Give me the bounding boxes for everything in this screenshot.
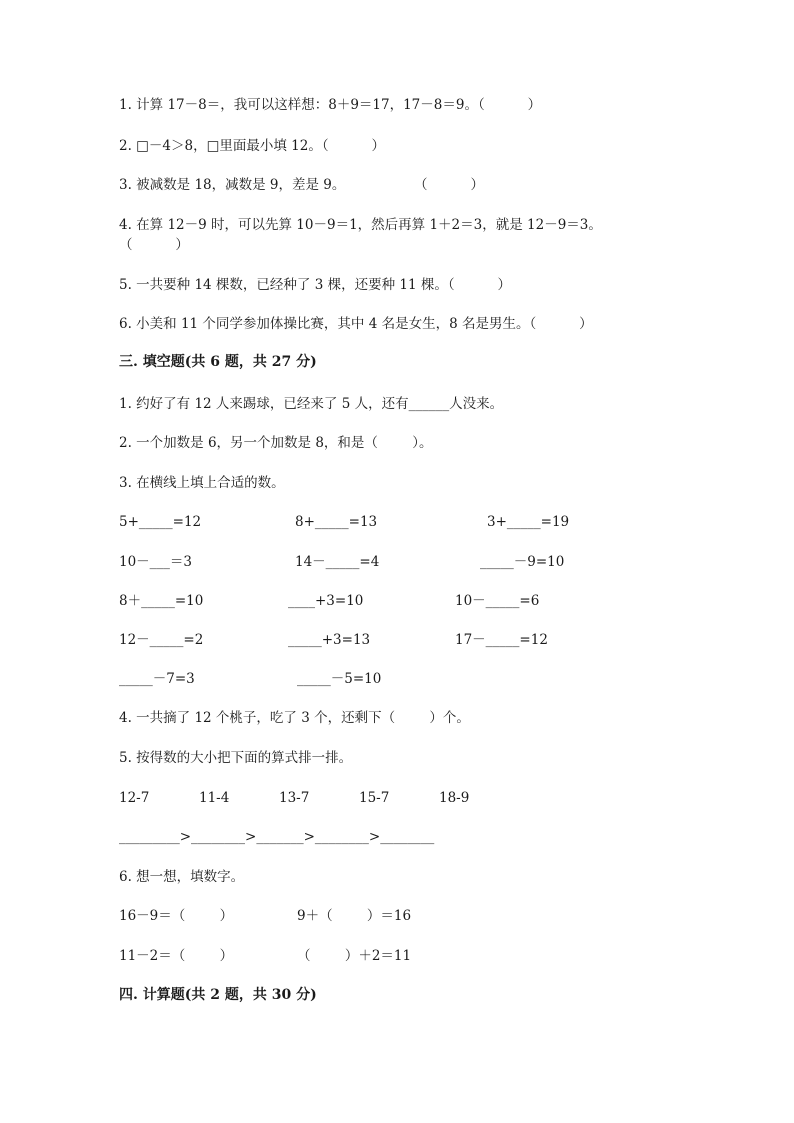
judgement-question-3: 3. 被减数是 18，减数是 9，差是 9。 （ ） [119,177,484,193]
grid-cell: 3+_____=19 [487,514,570,530]
section-4-heading: 四. 计算题(共 2 题，共 30 分) [119,987,317,1003]
grid-cell: ____+3=10 [288,593,364,609]
expression: 15-7 [359,790,390,806]
ordering-blanks: _________>________>_______>________>________ [119,829,435,845]
grid-cell: 17－_____=12 [455,632,548,648]
fill-question-4: 4. 一共摘了 12 个桃子，吃了 3 个，还剩下（ ）个。 [119,710,470,726]
fill-question-6: 6. 想一想，填数字。 [119,869,245,885]
fill-question-2: 2. 一个加数是 6，另一个加数是 8，和是（ ）。 [119,435,433,451]
grid-cell: _____－7=3 [119,671,195,687]
fill-cell: 9＋（ ）＝16 [297,908,412,924]
section-3-heading: 三. 填空题(共 6 题，共 27 分) [119,354,317,370]
grid-cell: 8＋_____=10 [119,593,204,609]
judgement-question-2: 2. □－4＞8，□里面最小填 12。（ ） [119,138,385,154]
grid-cell: _____－9=10 [480,554,565,570]
fill-question-1: 1. 约好了有 12 人来踢球，已经来了 5 人，还有______人没来。 [119,396,504,412]
grid-cell: 8+_____=13 [295,514,378,530]
fill-cell: 16－9＝（ ） [119,908,234,924]
grid-cell: 14－_____=4 [295,554,380,570]
grid-cell: 12－_____=2 [119,632,204,648]
judgement-question-5: 5. 一共要种 14 棵数，已经种了 3 棵，还要种 11 棵。（ ） [119,277,512,293]
fill-cell: （ ）＋2＝11 [297,948,412,964]
grid-cell: 5+_____=12 [119,514,202,530]
judgement-question-4-answer-bracket: （ ） [119,237,189,253]
expression: 18-9 [439,790,470,806]
judgement-question-1: 1. 计算 17－8＝，我可以这样想：8＋9＝17，17－8＝9。（ ） [119,97,542,113]
grid-cell: _____+3=13 [288,632,371,648]
judgement-question-4: 4. 在算 12－9 时，可以先算 10－9＝1，然后再算 1＋2＝3，就是 12－9＝3。 [119,217,602,233]
grid-cell: _____－5=10 [297,671,382,687]
expression: 12-7 [119,790,150,806]
judgement-question-6: 6. 小美和 11 个同学参加体操比赛，其中 4 名是女生，8 名是男生。（ ） [119,316,593,332]
grid-cell: 10－_____=6 [455,593,540,609]
expression: 11-4 [199,790,230,806]
expression: 13-7 [279,790,310,806]
grid-cell: 10－___＝3 [119,554,193,570]
fill-question-5: 5. 按得数的大小把下面的算式排一排。 [119,750,353,766]
fill-question-3: 3. 在横线上填上合适的数。 [119,475,285,491]
fill-cell: 11－2＝（ ） [119,948,234,964]
